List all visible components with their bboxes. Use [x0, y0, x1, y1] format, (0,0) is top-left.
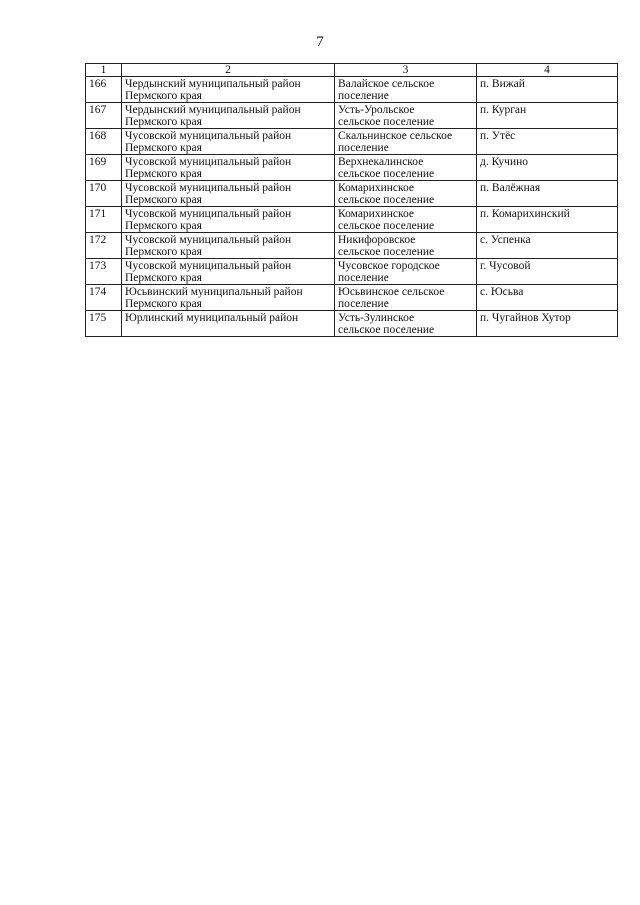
header-col-4: 4: [477, 64, 618, 77]
locality-cell: г. Чусовой: [477, 259, 618, 285]
settlement-cell: Усть-Зулинское сельское поселение: [335, 311, 477, 337]
row-number: 167: [86, 103, 122, 129]
district-cell: Чусовской муниципальный район Пермского края: [122, 207, 335, 233]
header-col-1: 1: [86, 64, 122, 77]
locality-cell: п. Утёс: [477, 129, 618, 155]
settlement-cell: Усть-Урольское сельское поселение: [335, 103, 477, 129]
locality-cell: п. Курган: [477, 103, 618, 129]
table-body: [86, 77, 618, 337]
locality-cell: д. Кучино: [477, 155, 618, 181]
table-header-row: [86, 64, 618, 77]
settlement-cell: Комарихинское сельское поселение: [335, 181, 477, 207]
district-cell: Чусовской муниципальный район Пермского края: [122, 155, 335, 181]
settlement-cell: Юсьвинское сельское поселение: [335, 285, 477, 311]
row-number: 173: [86, 259, 122, 285]
row-number: 168: [86, 129, 122, 155]
table-header: [86, 64, 618, 77]
settlements-table: [85, 63, 618, 337]
settlement-cell: Чусовское городское поселение: [335, 259, 477, 285]
header-col-2: 2: [122, 64, 335, 77]
table-row: [86, 103, 618, 129]
table-row: [86, 181, 618, 207]
district-cell: Юрлинский муниципальный район: [122, 311, 335, 337]
district-cell: Чусовской муниципальный район Пермского края: [122, 181, 335, 207]
table-row: [86, 207, 618, 233]
district-cell: Чусовской муниципальный район Пермского края: [122, 259, 335, 285]
table-row: [86, 233, 618, 259]
table-row: [86, 129, 618, 155]
row-number: 174: [86, 285, 122, 311]
district-cell: Чусовской муниципальный район Пермского края: [122, 233, 335, 259]
settlement-cell: Валайское сельское поселение: [335, 77, 477, 103]
table-row: [86, 285, 618, 311]
locality-cell: п. Вижай: [477, 77, 618, 103]
settlement-cell: Скальнинское сельское поселение: [335, 129, 477, 155]
table-row: [86, 259, 618, 285]
table-row: [86, 77, 618, 103]
table-row: [86, 311, 618, 337]
district-cell: Чердынский муниципальный район Пермского края: [122, 77, 335, 103]
row-number: 166: [86, 77, 122, 103]
locality-cell: п. Комарихинский: [477, 207, 618, 233]
district-cell: Чусовской муниципальный район Пермского края: [122, 129, 335, 155]
district-cell: Юсьвинский муниципальный район Пермского края: [122, 285, 335, 311]
row-number: 171: [86, 207, 122, 233]
district-cell: Чердынский муниципальный район Пермского края: [122, 103, 335, 129]
row-number: 172: [86, 233, 122, 259]
page-number: 7: [316, 34, 324, 50]
locality-cell: п. Чугайнов Хутор: [477, 311, 618, 337]
table-row: [86, 155, 618, 181]
header-col-3: 3: [335, 64, 477, 77]
locality-cell: с. Юсьва: [477, 285, 618, 311]
locality-cell: п. Валёжная: [477, 181, 618, 207]
settlement-cell: Верхнекалинское сельское поселение: [335, 155, 477, 181]
locality-cell: с. Успенка: [477, 233, 618, 259]
row-number: 170: [86, 181, 122, 207]
row-number: 175: [86, 311, 122, 337]
row-number: 169: [86, 155, 122, 181]
settlement-cell: Комарихинское сельское поселение: [335, 207, 477, 233]
settlement-cell: Никифоровское сельское поселение: [335, 233, 477, 259]
